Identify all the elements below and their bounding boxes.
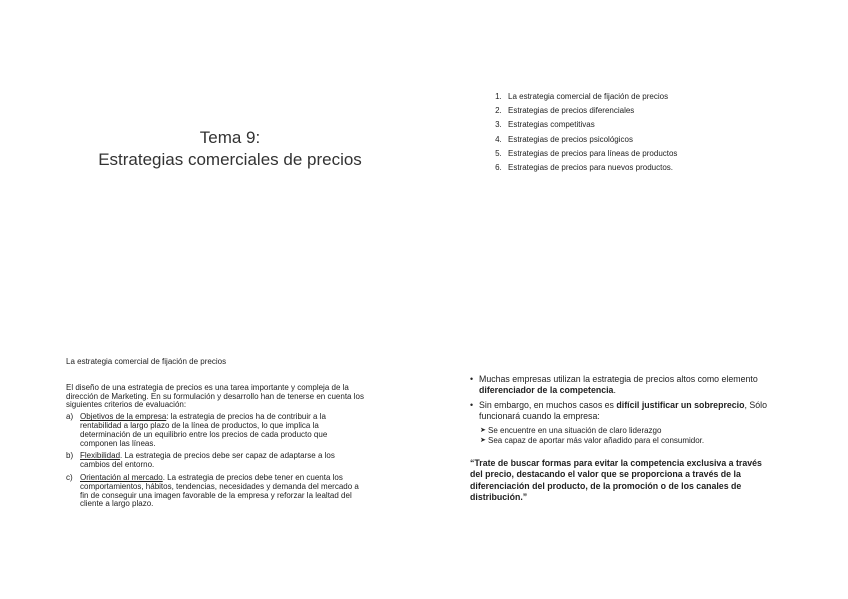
index-item: 3. Estrategias competitivas xyxy=(504,118,800,132)
slide-title-topic: Tema 9: xyxy=(199,128,261,147)
bullet-dot-icon: • xyxy=(470,400,474,410)
bullet-text: . xyxy=(613,385,616,395)
criteria-text: : la estrategia de precios ha de contribuir a la rentabilidad a largo plazo de la línea de productos, lo que implica la determinación de un equilibrio entre los precios de cada producto que componen las líneas. xyxy=(80,412,328,448)
criteria-marker: b) xyxy=(66,451,74,461)
bullet-text: Muchas empresas utilizan la estrategia de precios altos como elemento xyxy=(479,374,758,384)
criteria-marker: c) xyxy=(66,472,73,482)
arrow-right-icon: ➤ xyxy=(480,437,486,444)
bullet-item xyxy=(470,374,770,396)
criteria-list xyxy=(66,413,366,509)
criteria-text: . La estrategia de precios debe tener en cuenta los comportamientos, hábitos, tendencias, necesidades y demanda del mercado a fin de conseguir una imagen favorable de la empresa y reforzar la lealtad del cliente a largo plazo. xyxy=(80,472,359,509)
intro-paragraph: El diseño de una estrategia de precios es una tarea importante y compleja de la dirección de Marketing. En su formulación y desarrollo han de tenerse en cuenta los siguientes criterios de evaluación: xyxy=(66,382,364,410)
bullet-emphasis: diferenciador de la competencia xyxy=(479,385,614,395)
index-item: 5. Estrategias de precios para líneas de productos xyxy=(504,147,800,161)
bullet-text: , Sólo funcionará cuando la empresa: xyxy=(479,400,767,421)
sub-item xyxy=(470,436,770,446)
criteria-text: . La estrategia de precios debe ser capaz de adaptarse a los cambios del entorno. xyxy=(80,451,335,470)
criteria-term: Orientación al mercado xyxy=(80,472,163,482)
index-item: 1. La estrategia comercial de fijación de precios xyxy=(504,90,800,104)
arrow-right-icon: ➤ xyxy=(480,427,486,434)
criteria-term: Objetivos de la empresa xyxy=(80,412,167,422)
criteria-item xyxy=(66,474,366,509)
bullet-dot-icon: • xyxy=(470,374,474,384)
index-slide xyxy=(480,90,800,175)
criteria-item xyxy=(66,452,366,470)
sub-item-text: Se encuentre en una situación de claro liderazgo xyxy=(488,426,662,435)
slide-heading: La estrategia comercial de fijación de precios xyxy=(66,357,227,366)
index-item: 4. Estrategias de precios psicológicos xyxy=(504,133,800,147)
index-item: 6. Estrategias de precios para nuevos productos. xyxy=(504,161,800,175)
bullet-item xyxy=(470,400,770,422)
criteria-slide xyxy=(66,358,366,513)
bullet-emphasis: difícil justificar un sobreprecio xyxy=(616,400,745,410)
index-item: 2. Estrategias de precios diferenciales xyxy=(504,104,800,118)
sub-item xyxy=(470,426,770,436)
criteria-marker: a) xyxy=(66,412,74,422)
index-list xyxy=(480,90,800,175)
criteria-item xyxy=(66,413,366,448)
slide-title-subject: Estrategias comerciales de precios xyxy=(98,150,362,169)
bullet-text: Sin embargo, en muchos casos es xyxy=(479,400,617,410)
high-price-slide xyxy=(470,374,770,503)
criteria-term: Flexibilidad xyxy=(80,451,121,461)
quote: “Trate de buscar formas para evitar la competencia exclusiva a través del precio, destacando el valor que se proporciona a través de la diferenciación del producto, de la promoción o de los canales de distribución.” xyxy=(470,458,762,502)
sub-item-text: Sea capaz de aportar más valor añadido para el consumidor. xyxy=(488,436,705,445)
title-slide xyxy=(40,110,420,260)
